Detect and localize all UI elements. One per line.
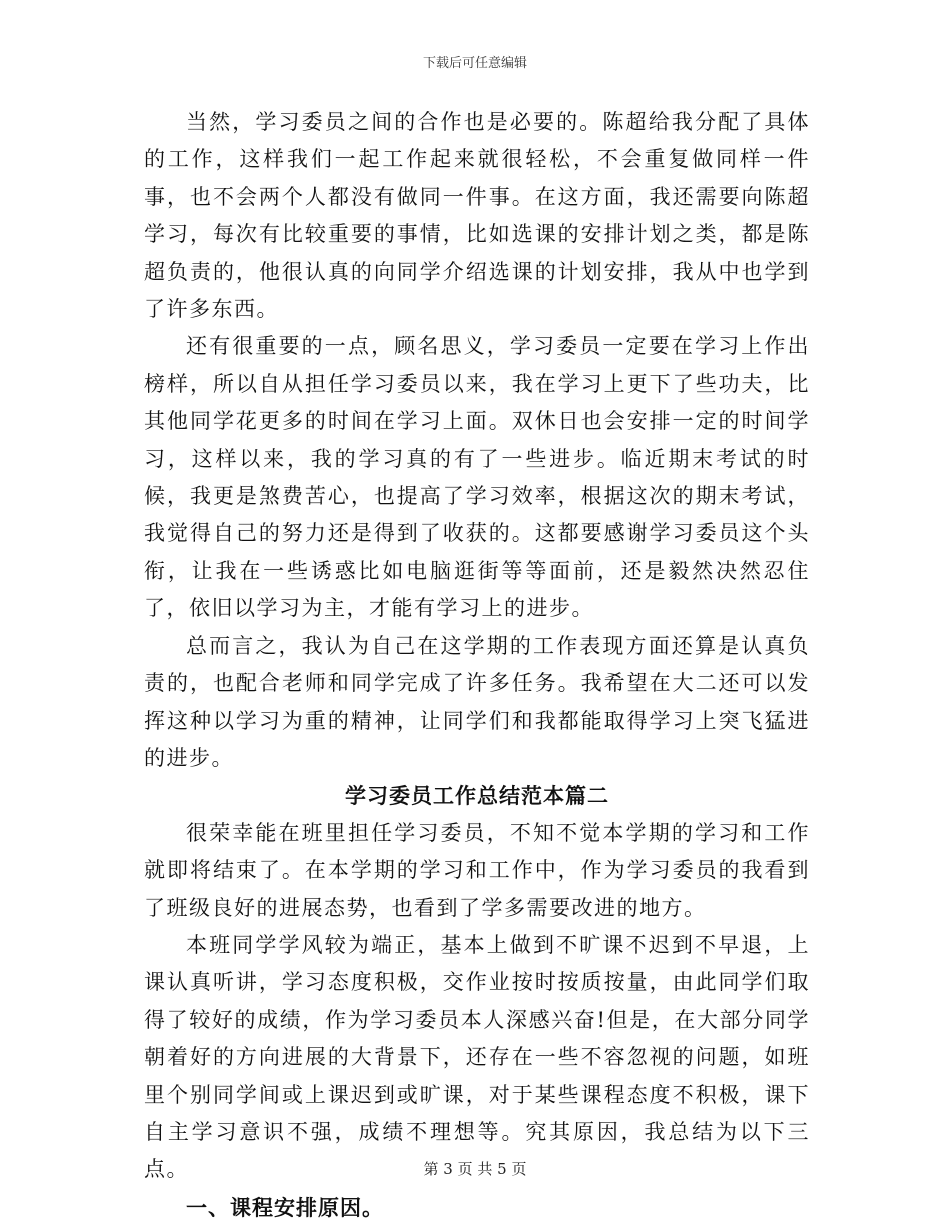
paragraph-introduction: 很荣幸能在班里担任学习委员，不知不觉本学期的学习和工作就即将结束了。在本学期的学习和工作中，作为学习委员的我看到了班级良好的进展态势，也看到了学多需要改进的地方。 (144, 820, 810, 920)
paragraph-class-status: 本班同学学风较为端正，基本上做到不旷课不迟到不早退，上课认真听讲，学习态度积极，交作业按时按质按量，由此同学们取得了较好的成绩，作为学习委员本人深感兴奋!但是，在大部分同学朝着好的方向进展的大背景下，还存在一些不容忽视的问题，如班里个别同学间或上课迟到或旷课，对于某些课程态度不积极，课下自主学习意识不强，成绩不理想等。究其原因，我总结为以下三点。 (144, 932, 810, 1182)
paragraph-conclusion: 总而言之，我认为自己在这学期的工作表现方面还算是认真负责的，也配合老师和同学完成了许多任务。我希望在大二还可以发挥这种以学习为重的精神，让同学们和我都能取得学习上突飞猛进的进步。 (144, 633, 810, 770)
page-number: 第 3 页 共 5 页 (423, 1160, 527, 1178)
document-body (144, 104, 810, 1226)
section-title: 学习委员工作总结范本篇二 (345, 783, 609, 809)
paragraph-cooperation: 当然，学习委员之间的合作也是必要的。陈超给我分配了具体的工作，这样我们一起工作起来就很轻松，不会重复做同样一件事，也不会两个人都没有做同一件事。在这方面，我还需要向陈超学习，每次有比较重要的事情，比如选课的安排计划之类，都是陈超负责的，他很认真的向同学介绍选课的计划安排，我从中也学到了许多东西。 (144, 110, 810, 322)
page-header: 下载后可任意编辑 (422, 56, 527, 71)
paragraph-role-model: 还有很重要的一点，顾名思义，学习委员一定要在学习上作出榜样，所以自从担任学习委员以来，我在学习上更下了些功夫，比其他同学花更多的时间在学习上面。双休日也会安排一定的时间学习，这样以来，我的学习真的有了一些进步。临近期末考试的时候，我更是煞费苦心，也提高了学习效率，根据这次的期末考试，我觉得自己的努力还是得到了收获的。这都要感谢学习委员这个头衔，让我在一些诱惑比如电脑逛街等等面前，还是毅然决然忍住了，依旧以学习为主，才能有学习上的进步。 (144, 334, 810, 621)
subheading-course-arrangement: 一、课程安排原因。 (186, 1194, 384, 1220)
